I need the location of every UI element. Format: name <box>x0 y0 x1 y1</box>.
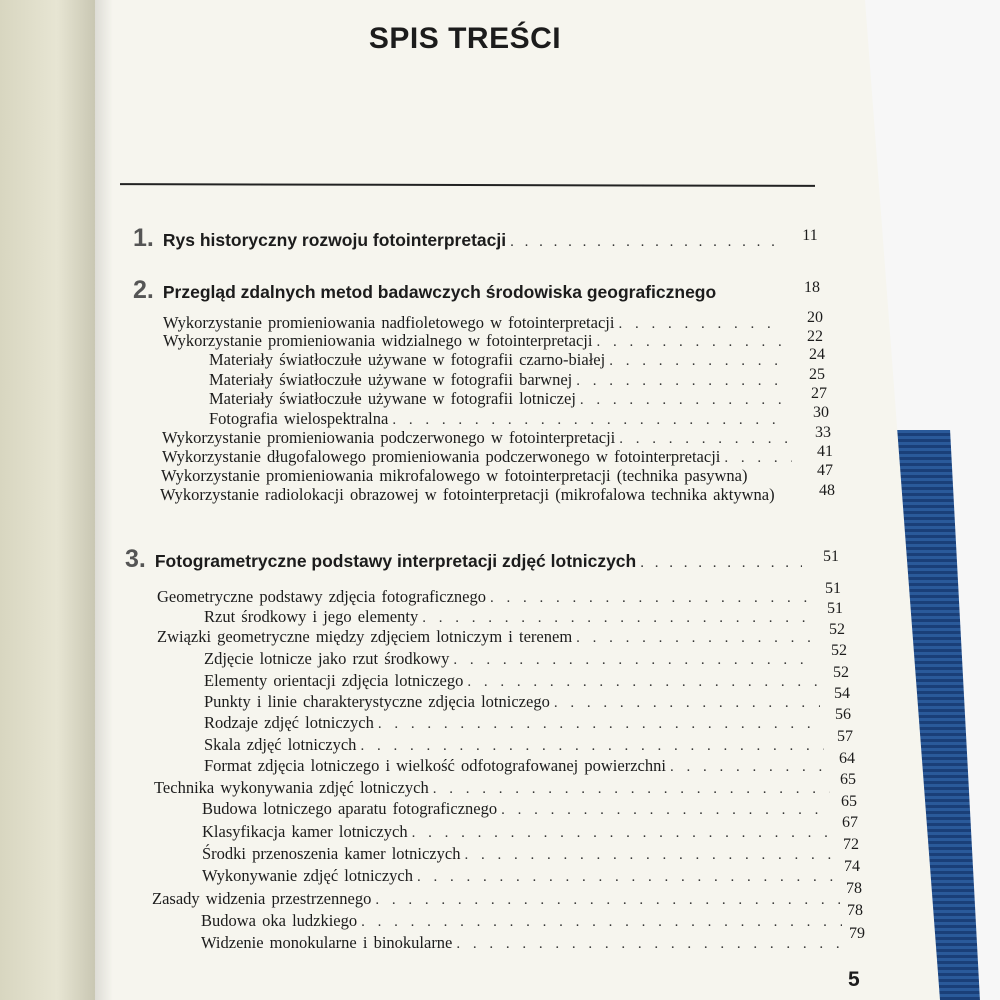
page-number: 64 <box>839 750 855 767</box>
leader-dots <box>418 610 809 627</box>
page-number: 27 <box>811 385 827 402</box>
leader-dots <box>636 555 802 572</box>
page-number: 33 <box>815 424 831 441</box>
toc-entry-title: Wykorzystanie promieniowania podczerwonego w fotointerpretacji <box>162 428 616 447</box>
chapter-number: 1. <box>133 224 154 252</box>
toc-entry-title: Wykonywanie zdjęć lotniczych <box>202 866 414 885</box>
leader-dots <box>486 590 807 607</box>
toc-entry <box>204 735 824 755</box>
chapter-number: 3. <box>125 545 146 573</box>
toc-entry-title: Widzenie monokularne i binokularne <box>201 933 453 952</box>
page-number: 56 <box>835 706 851 723</box>
toc-entry-title: Zdjęcie lotnicze jako rzut środkowy <box>204 649 450 668</box>
page-folio: 5 <box>848 968 860 991</box>
toc-entry-title: Zasady widzenia przestrzennego <box>152 889 372 908</box>
toc-entry-title: Związki geometryczne między zdjęciem lotniczym i terenem <box>157 627 573 646</box>
toc-entry <box>154 778 830 798</box>
page-number: 22 <box>807 328 823 345</box>
leader-dots <box>572 373 785 390</box>
toc-entry <box>204 607 809 627</box>
toc-entry <box>157 627 813 647</box>
page-number: 48 <box>819 482 835 499</box>
page-number: 30 <box>813 404 829 421</box>
page-number: 11 <box>802 227 818 244</box>
page-number: 52 <box>829 621 845 638</box>
toc-entry <box>209 350 785 370</box>
toc-entry-title: Materiały światłoczułe używane w fotografii barwnej <box>209 370 573 389</box>
leader-dots <box>429 781 830 798</box>
toc-entry-title: Wykorzystanie radiolokacji obrazowej w fotointerpretacji (mikrofalowa technika aktywna) <box>160 485 775 504</box>
page-number: 72 <box>843 836 859 853</box>
toc-entry-title: Materiały światłoczułe używane w fotografii lotniczej <box>209 389 576 408</box>
leader-dots <box>506 234 775 251</box>
page-number: 65 <box>840 771 856 788</box>
toc-entry <box>160 485 800 505</box>
leader-dots <box>413 869 838 886</box>
chapter-number: 2. <box>133 276 154 304</box>
page-number: 65 <box>841 793 857 810</box>
page-number: 52 <box>833 664 849 681</box>
toc-entry <box>162 447 792 467</box>
page-number: 74 <box>844 858 860 875</box>
toc-entry-title: Format zdjęcia lotniczego i wielkość odfotografowanej powierzchni <box>204 756 666 775</box>
leader-dots <box>497 802 832 819</box>
toc-entry-title: Wykorzystanie promieniowania mikrofalowego w fotointerpretacji (technika pasywna) <box>161 466 748 485</box>
toc-entry-title: Materiały światłoczułe używane w fotografii czarno-białej <box>209 350 606 369</box>
toc-entry <box>201 933 844 953</box>
toc-entry <box>209 409 787 429</box>
page-number: 78 <box>847 902 863 919</box>
toc-entry-title: Budowa lotniczego aparatu fotograficznego <box>202 799 498 818</box>
leader-dots <box>356 738 824 755</box>
toc-entry-title: Rodzaje zdjęć lotniczych <box>204 713 374 732</box>
page-number: 47 <box>817 462 833 479</box>
toc-entry <box>152 889 840 909</box>
leader-dots <box>388 412 787 429</box>
page-title: SPIS TREŚCI <box>368 22 562 55</box>
page-number: 57 <box>837 728 853 745</box>
page-number: 52 <box>831 642 847 659</box>
toc-entry <box>209 370 785 390</box>
toc-entry-title: Wykorzystanie długofalowego promieniowania podczerwonego w fotointerpretacji <box>162 447 721 466</box>
leader-dots <box>720 450 792 467</box>
toc-entry <box>202 844 836 864</box>
page-number: 54 <box>834 685 850 702</box>
toc-entry-title: Skala zdjęć lotniczych <box>204 735 357 754</box>
page-number: 79 <box>849 925 865 942</box>
toc-entry-title: Rzut środkowy i jego elementy <box>204 607 419 626</box>
leader-dots <box>460 847 836 864</box>
toc-entry-title: Środki przenoszenia kamer lotniczych <box>202 844 461 863</box>
toc-entry <box>163 313 783 333</box>
toc-entry-title: Technika wykonywania zdjęć lotniczych <box>154 778 429 797</box>
page-number: 41 <box>817 443 833 460</box>
page-number: 24 <box>809 346 825 363</box>
toc-entry-title: Klasyfikacja kamer lotniczych <box>202 822 408 841</box>
toc-entry <box>202 822 834 842</box>
leader-dots <box>572 630 813 647</box>
toc-entry <box>162 428 790 448</box>
toc-entry <box>209 389 785 409</box>
toc-entry <box>163 331 783 351</box>
toc-entry <box>204 713 822 733</box>
toc-entry-title: Budowa oka ludzkiego <box>201 911 358 930</box>
page-gutter-shadow <box>95 0 113 1000</box>
leader-dots <box>576 392 785 409</box>
toc-entry <box>157 587 807 607</box>
toc-entry-title: Geometryczne podstawy zdjęcia fotograficznego <box>157 587 486 606</box>
page-number: 51 <box>827 600 843 617</box>
facing-page-edge <box>0 0 95 1000</box>
chapter-heading <box>133 224 775 253</box>
leader-dots <box>357 914 842 931</box>
leader-dots <box>592 334 783 351</box>
chapter-heading <box>133 276 778 305</box>
toc-entry <box>201 911 842 931</box>
page-number: 20 <box>807 309 823 326</box>
toc-entry-title: Wykorzystanie promieniowania widzialnego w fotointerpretacji <box>163 331 593 350</box>
chapter-title: Rys historyczny rozwoju fotointerpretacji <box>162 230 507 250</box>
toc-entry <box>204 692 820 712</box>
page-number: 51 <box>825 580 841 597</box>
toc-entry <box>204 649 816 669</box>
chapter-title: Przegląd zdalnych metod badawczych środowiska geograficznego <box>162 282 717 302</box>
toc-entry <box>202 799 832 819</box>
toc-entry <box>161 466 793 486</box>
leader-dots <box>666 759 826 776</box>
leader-dots <box>449 652 816 669</box>
leader-dots <box>605 353 785 370</box>
page-number: 78 <box>846 880 862 897</box>
toc-entry <box>204 756 826 776</box>
toc-entry <box>202 866 838 886</box>
leader-dots <box>408 825 834 842</box>
toc-entry-title: Wykorzystanie promieniowania nadfioletowego w fotointerpretacji <box>163 313 615 332</box>
page-number: 18 <box>804 279 820 296</box>
leader-dots <box>374 716 822 733</box>
leader-dots <box>550 695 820 712</box>
leader-dots <box>615 431 790 448</box>
chapter-heading <box>125 545 802 574</box>
leader-dots <box>452 936 844 953</box>
leader-dots <box>463 674 818 691</box>
page-number: 51 <box>823 548 839 565</box>
page-number: 67 <box>842 814 858 831</box>
toc-entry-title: Elementy orientacji zdjęcia lotniczego <box>204 671 464 690</box>
page-number: 25 <box>809 366 825 383</box>
leader-dots <box>371 892 840 909</box>
toc-entry <box>204 671 818 691</box>
toc-entry-title: Fotografia wielospektralna <box>209 409 389 428</box>
chapter-title: Fotogrametryczne podstawy interpretacji zdjęć lotniczych <box>154 551 637 571</box>
toc-entry-title: Punkty i linie charakterystyczne zdjęcia lotniczego <box>204 692 550 711</box>
